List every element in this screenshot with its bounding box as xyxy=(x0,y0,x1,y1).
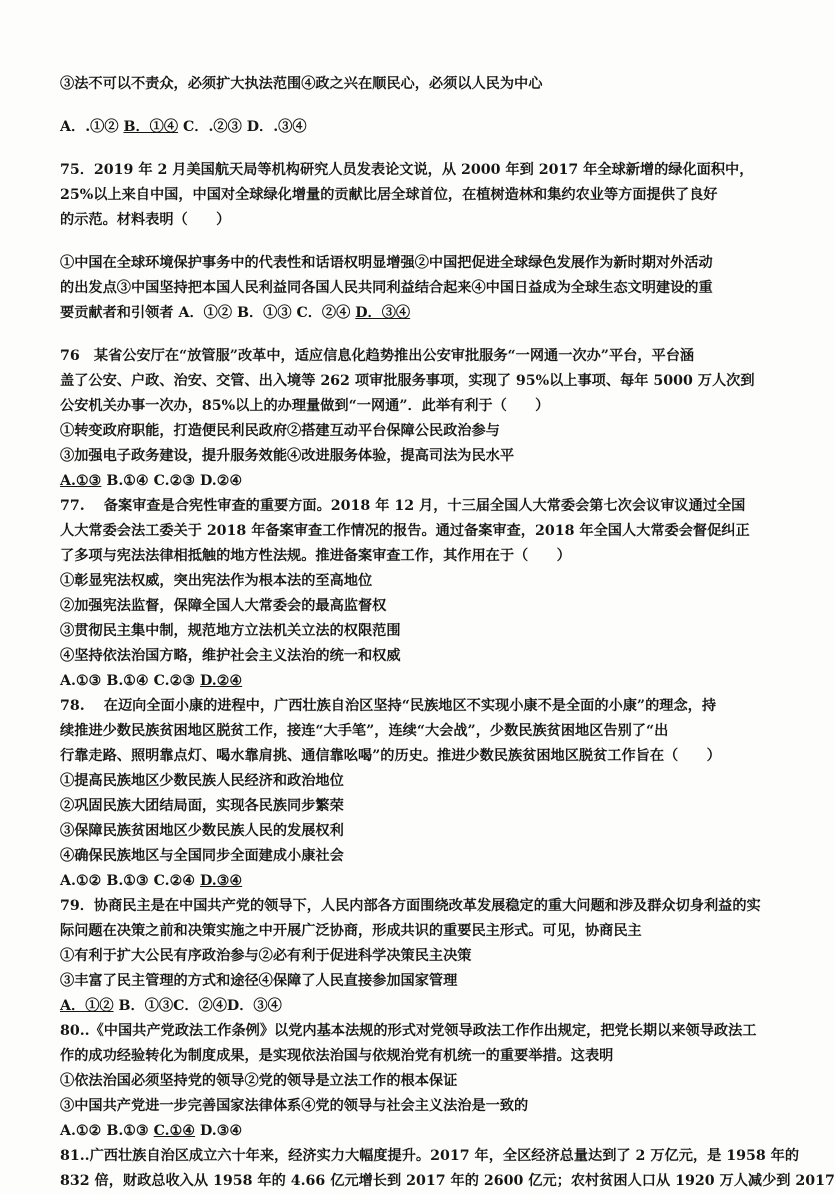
q78-answer-key: D.③④ xyxy=(200,873,243,889)
q80-line: 80..《中国共产党政法工作条例》以党内基本法规的形式对党领导政法工作作出规定，把党长期以来领导政法工 xyxy=(60,1023,757,1039)
q78-line: 续推进少数民族贫困地区脱贫工作，接连“大手笔”，连续“大会战”，少数民族贫困地区告别了“出 xyxy=(60,723,669,739)
q79-option-line: ③丰富了民主管理的方式和途径④保障了人民直接参加国家管理 xyxy=(60,973,458,989)
q79-line: 际问题在决策之前和决策实施之中开展广泛协商，形成共识的重要民主形式。可见，协商民主 xyxy=(60,923,642,939)
q80-option-line: ①依法治国必须坚持党的领导②党的领导是立法工作的根本保证 xyxy=(60,1073,458,1089)
q74-answer-a: A．.①② xyxy=(60,119,119,135)
q76-answer-key: A.①③ xyxy=(60,473,102,489)
q76-line: 盖了公安、户政、治安、交管、出入境等 262 项审批服务事项，实现了 95%以上事项、每年 5000 万人次到 xyxy=(60,373,755,389)
q78-answer-line xyxy=(60,869,747,894)
q76-option-line: ①转变政府职能，打造便民利民政府②搭建互动平台保障公民政治参与 xyxy=(60,423,500,439)
q78-option-line: ③保障民族贫困地区少数民族人民的发展权利 xyxy=(60,823,344,839)
q77-answer-prefix: A.①③ B.①④ C.②③ xyxy=(60,673,200,689)
q78-answer-prefix: A.①② B.①③ C.②④ xyxy=(60,873,200,889)
q77-option-line: ④坚持依法治国方略，维护社会主义法治的统一和权威 xyxy=(60,648,401,664)
q81-line: 81..广西壮族自治区成立六十年来，经济实力大幅度提升。2017 年，全区经济总量达到了 2 万亿元，是 1958 年的 xyxy=(60,1148,800,1164)
q76-line: 公安机关办事一次办，85%以上的办理量做到“一网通”．此举有利于（ ） xyxy=(60,398,550,414)
q78-line: 78. 在迈向全面小康的进程中，广西壮族自治区坚持“民族地区不实现小康不是全面的小康”的理念，持 xyxy=(60,698,717,714)
q76-line: 76 某省公安厅在“放管服”改革中，适应信息化趋势推出公安审批服务“一网通一次办”平台，平台涵 xyxy=(60,348,695,364)
q77-line: 77. 备案审查是合宪性审查的重要方面。2018 年 12 月，十三届全国人大常委会第七次会议审议通过全国 xyxy=(60,498,746,514)
q79-option-line: ①有利于扩大公民有序政治参与②必有利于促进科学决策民主决策 xyxy=(60,948,472,964)
question-77 xyxy=(60,494,750,694)
q79-answer-rest: B．①③C．②④D．③④ xyxy=(113,998,282,1014)
q75-option-line: 的出发点③中国坚持把本国人民利益同各国人民共同利益结合起来④中国日益成为全球生态文明建设的重 xyxy=(60,280,713,296)
q77-answer-key: D.②④ xyxy=(200,673,243,689)
q80-answer-line xyxy=(60,1119,747,1144)
q80-answer-key: C.①④ xyxy=(153,1123,196,1139)
q76-answer-line xyxy=(60,469,747,494)
q75-line: 75．2019 年 2 月美国航天局等机构研究人员发表论文说，从 2000 年到 2017 年全球新增的绿化面积中， xyxy=(60,162,754,178)
q76-option-line: ③加强电子政务建设，提升服务效能④改进服务体验，提高司法为民水平 xyxy=(60,448,515,464)
question-75 xyxy=(60,158,754,326)
q75-answer-line xyxy=(60,301,747,326)
q74-option-line: ③法不可以不责众，必须扩大执法范围④政之兴在顺民心，必须以人民为中心 xyxy=(60,76,543,92)
q79-line: 79．协商民主是在中国共产党的领导下，人民内部各方面围绕改革发展稳定的重大问题和涉及群众切身利益的实 xyxy=(60,898,761,914)
question-76 xyxy=(60,344,755,494)
q79-answer-key: A．①② xyxy=(60,998,114,1014)
q80-answer-suffix: D.③④ xyxy=(195,1123,243,1139)
q76-answer-rest: B.①④ C.②③ D.②④ xyxy=(101,473,243,489)
q77-answer-line xyxy=(60,669,747,694)
q75-answer-prefix: 要贡献者和引领者 A．①② B．①③ C．②④ xyxy=(60,305,356,321)
q81-line: 832 倍，财政总收入从 1958 年的 4.66 亿元增长到 2017 年的 2600 亿元；农村贫困人口从 1920 万人减少到 2017 xyxy=(60,1173,835,1189)
question-80 xyxy=(60,1019,757,1144)
q80-option-line: ③中国共产党进一步完善国家法律体系④党的领导与社会主义法治是一致的 xyxy=(60,1098,529,1114)
q75-option-line: ①中国在全球环境保护事务中的代表性和话语权明显增强②中国把促进全球绿色发展作为新时期对外活动 xyxy=(60,255,713,271)
q78-line: 行靠走路、照明靠点灯、喝水靠肩挑、通信靠吆喝”的历史。推进少数民族贫困地区脱贫工作旨在（ ） xyxy=(60,748,721,764)
q74-answer-line xyxy=(60,115,747,140)
q80-line: 作的成功经验转化为制度成果，是实现依法治国与依规治党有机统一的重要举措。这表明 xyxy=(60,1048,614,1064)
q74-answer-c: C．.②③ xyxy=(182,119,242,135)
q78-option-line: ④确保民族地区与全国同步全面建成小康社会 xyxy=(60,848,344,864)
question-81 xyxy=(60,1144,835,1194)
q77-line: 了多项与宪法法律相抵触的地方性法规。推进备案审查工作，其作用在于（ ） xyxy=(60,548,571,564)
q79-answer-line xyxy=(60,994,747,1019)
q78-option-line: ①提高民族地区少数民族人民经济和政治地位 xyxy=(60,773,344,789)
q77-option-line: ②加强宪法监督，保障全国人大常委会的最高监督权 xyxy=(60,598,387,614)
q80-answer-prefix: A.①② B.①③ xyxy=(60,1123,154,1139)
q77-option-line: ①彰显宪法权威，突出宪法作为根本法的至高地位 xyxy=(60,573,373,589)
q74-answer-b: B．①④ xyxy=(123,119,179,135)
q77-option-line: ③贯彻民主集中制，规范地方立法机关立法的权限范围 xyxy=(60,623,401,639)
q75-line: 的示范。材料表明（ ） xyxy=(60,212,231,228)
q78-option-line: ②巩固民族大团结局面，实现各民族同步繁荣 xyxy=(60,798,344,814)
q77-line: 人大常委会法工委关于 2018 年备案审查工作情况的报告。通过备案审查，2018 年全国人大常委会督促纠正 xyxy=(60,523,750,539)
q75-line: 25%以上来自中国，中国对全球绿化增量的贡献比居全球首位，在植树造林和集约农业等方面提供了良好 xyxy=(60,187,718,203)
q75-answer-key: D．③④ xyxy=(355,305,411,321)
question-79 xyxy=(60,894,761,1019)
question-78 xyxy=(60,694,747,894)
q74-answer-d: D．.③④ xyxy=(246,119,307,135)
